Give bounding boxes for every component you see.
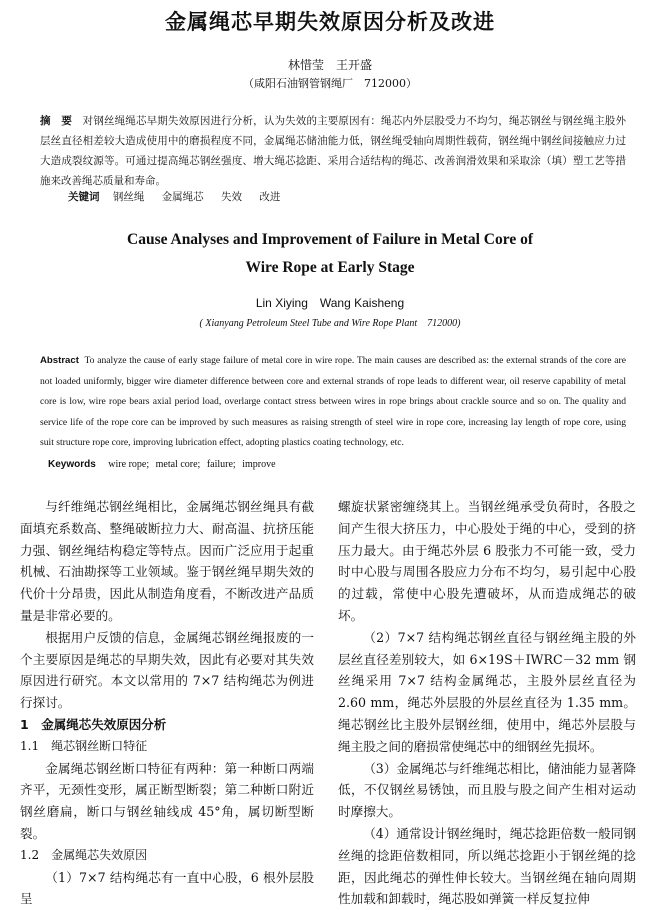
title-en-line2: Wire Rope at Early Stage [245, 259, 415, 276]
paragraph: （3）金属绳芯与纤维绳芯相比，储油能力显著降低，不仅钢丝易锈蚀，而且股与股之间产生相对运动时摩擦大。 [338, 760, 636, 820]
paragraph: （4）通常设计钢丝绳时，绳芯捻距倍数一般同钢丝绳的捻距倍数相同，所以绳芯捻距小于钢丝绳的捻距，因此绳芯的弹性伸长较大。当钢丝绳在轴向周期性加载和卸载时，绳芯股如弹簧一样反复拉伸 [338, 825, 636, 907]
section-heading: 1 金属绳芯失效原因分析 [20, 716, 167, 732]
paragraph: 与纤维绳芯钢丝绳相比，金属绳芯钢丝绳具有截面填充系数高、整绳破断拉力大、耐高温、抗挤压能力强、钢丝绳结构稳定等特点。因而广泛应用于起重机械、石油勘探等工业领域。鉴于钢丝绳早期失效的代价十分昂贵，因此从制造角度看，不断改进产品质量是非常必要的。 [20, 499, 314, 623]
keywords-cn [68, 189, 294, 204]
title-en-line1: Cause Analyses and Improvement of Failure in Metal Core of [127, 231, 533, 248]
keyword-en: improve [242, 459, 276, 470]
paper-title-en [0, 226, 660, 282]
paper-title-cn: 金属绳芯早期失效原因分析及改进 [165, 9, 495, 34]
keywords-en [48, 459, 280, 470]
abstract-text-cn: 对钢丝绳绳芯早期失效原因进行分析，认为失效的主要原因有：绳芯内外层股受力不均匀，绳芯钢丝与钢丝绳主股外层丝直径相差较大造成使用中的磨损程度不同，金属绳芯储油能力低，钢丝绳受轴向周期性载荷，钢丝绳中钢丝间接触应力过大造成裂纹源等。可通过提高绳芯钢丝强度、增大绳芯捻距、采用合适结构的绳芯、改善润滑效果和采取涂（填）塑工艺等措施来改善绳芯质量和寿命。 [40, 115, 627, 187]
keyword-en: failure; [206, 459, 236, 470]
paragraph: （1）7×7 结构绳芯有一直中心股，6 根外层股呈 [20, 869, 314, 907]
body-column-right [338, 496, 636, 910]
paragraph: 根据用户反馈的信息，金属绳芯钢丝绳报废的一个主要原因是绳芯的早期失效，因此有必要对其失效原因进行研究。本文以常用的 7×7 结构绳芯为例进行探讨。 [20, 629, 314, 711]
authors-cn: 林惜莹 王开盛 [287, 58, 372, 72]
subsection-heading: 1.1 绳芯钢丝断口特征 [20, 738, 148, 753]
keyword-cn: 失效 [221, 191, 243, 203]
abstract-cn [40, 111, 626, 191]
paragraph: 金属绳芯钢丝断口特征有两种：第一种断口两端齐平，无颈性变形，属正断型断裂；第二种断口附近钢丝磨扁，断口与钢丝轴线成 45°角，属切断型断裂。 [20, 760, 314, 841]
abstract-en [40, 351, 626, 454]
keyword-cn: 改进 [259, 191, 281, 203]
paragraph: 螺旋状紧密缠绕其上。当钢丝绳承受负荷时，各股之间产生很大挤压力，中心股处于绳的中心，受到的挤压力最大。由于绳芯外层 6 股张力不可能一致，受力时中心股与周围各股应力分布不均匀，易引起中心股的过载，常使中心股先遭破坏，从而造成绳芯的破坏。 [338, 499, 636, 623]
subsection-heading: 1.2 金属绳芯失效原因 [20, 847, 148, 862]
abstract-label-cn: 摘 要 [40, 115, 72, 127]
keyword-cn: 钢丝绳 [112, 191, 145, 203]
authors-en: Lin Xiying Wang Kaisheng [255, 296, 405, 310]
affiliation-en: ( Xianyang Petroleum Steel Tube and Wire Rope Plant 712000) [199, 318, 461, 329]
affiliation-cn: （咸阳石油钢管钢绳厂 712000） [243, 77, 417, 90]
body-column-left [20, 496, 314, 910]
keyword-cn: 金属绳芯 [161, 191, 204, 203]
keyword-en: metal core; [155, 459, 201, 470]
paragraph: （2）7×7 结构绳芯钢丝直径与钢丝绳主股的外层丝直径差别较大，如 6×19S＋IWRC－32 mm 钢丝绳采用 7×7 结构金属绳芯，主股外层丝直径为 2.60 mm，绳芯外层股的外层丝直径为 1.35 mm。绳芯钢丝比主股外层钢丝细，使用中，绳芯外层股与绳主股之间的磨损常使绳芯中的细钢丝先损坏。 [338, 629, 636, 754]
abstract-label-en: Abstract [40, 355, 79, 366]
abstract-text-en: To analyze the cause of early stage failure of metal core in wire rope. The main causes are described as: the external strands of the core are not loaded uniformly, bigger wire diameter difference between core and external strands of rope leads to different wear, oil reserve capability of metal core is low, wire rope bears axial period load, overlarge contact stress between wires in rope brings about crackle source and so on. The quality and service life of the rope core can be improved by such measures as raising strength of steel wire in rope core, increasing lay length of rope core, using suit structure rope core, improving lubrication effect, adopting plastics coating technology, etc. [40, 355, 627, 448]
keywords-label-en: Keywords [48, 459, 96, 470]
keyword-en: wire rope; [108, 459, 150, 470]
keywords-label-cn: 关键词 [68, 191, 100, 203]
